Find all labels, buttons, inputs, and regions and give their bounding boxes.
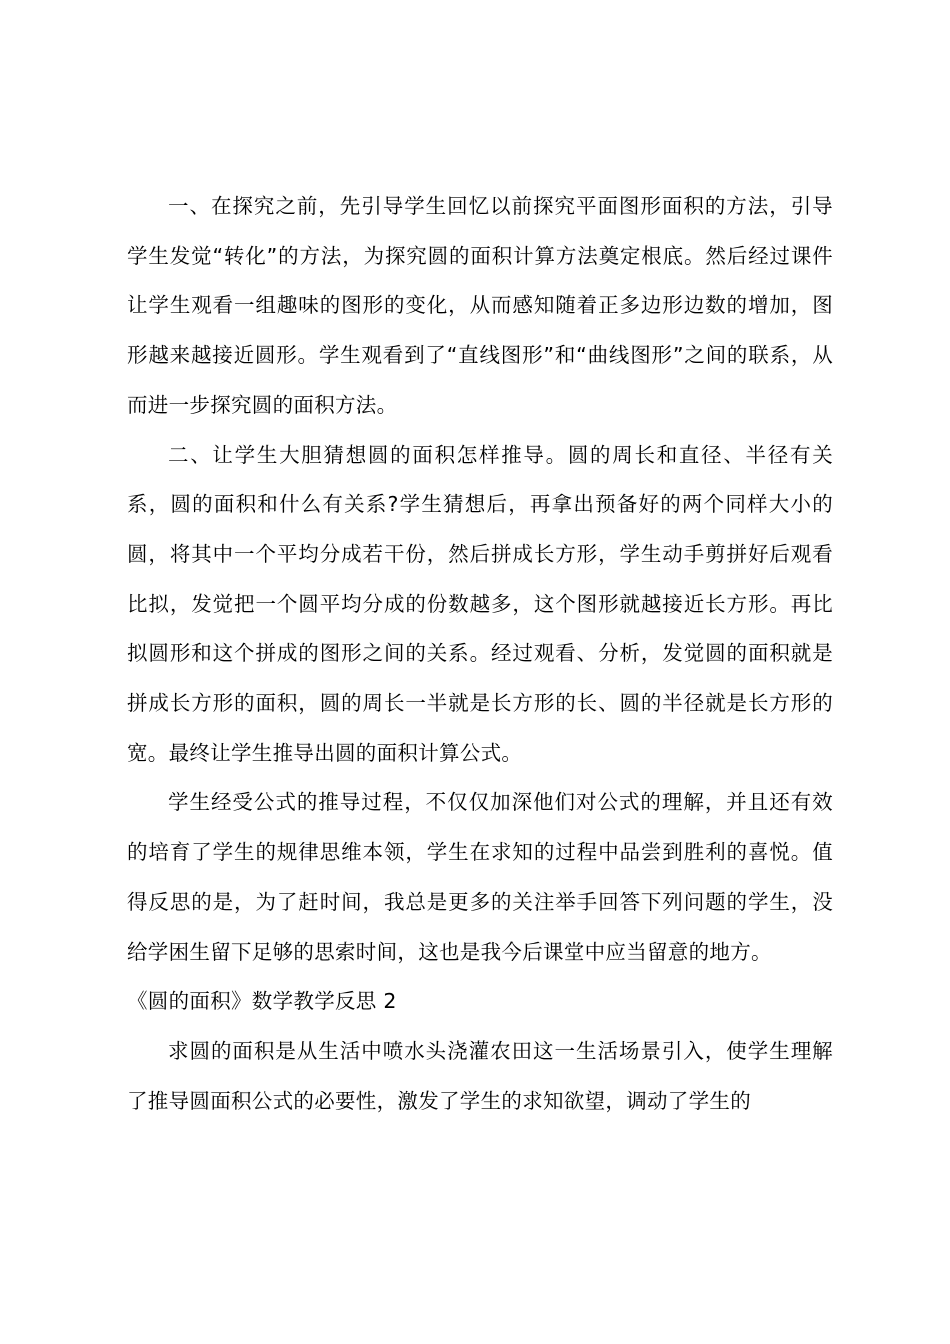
section-title: 《圆的面积》数学教学反思 2 — [127, 989, 397, 1014]
paragraph-exploration-intro: 一、在探究之前，先引导学生回忆以前探究平面图形面积的方法，引导学生发觉“转化”的方法，为探究圆的面积计算方法奠定根底。然后经过课件让学生观看一组趣味的图形的变化，从而感知随着正多边形边数的增加，图形越来越接近圆形。学生观看到了“直线图形”和“曲线图形”之间的联系，从而进一步探究圆的面积方法。 — [127, 194, 833, 417]
paragraph-reflection: 学生经受公式的推导过程，不仅仅加深他们对公式的理解，并且还有效的培育了学生的规律思维本领，学生在求知的过程中品尝到胜利的喜悦。值得反思的是，为了赶时间，我总是更多的关注举手回答下列问题的学生，没给学困生留下足够的思索时间，这也是我今后课堂中应当留意的地方。 — [127, 790, 833, 964]
document-body — [127, 182, 833, 1126]
paragraph-second-reflection-start: 求圆的面积是从生活中喷水头浇灌农田这一生活场景引入，使学生理解了推导圆面积公式的必要性，激发了学生的求知欲望，调动了学生的 — [127, 1038, 833, 1113]
paragraph-guess-derivation: 二、让学生大胆猜想圆的面积怎样推导。圆的周长和直径、半径有关系，圆的面积和什么有关系?学生猜想后，再拿出预备好的两个同样大小的圆，将其中一个平均分成若干份，然后拼成长方形，学生动手剪拼好后观看比拟，发觉把一个圆平均分成的份数越多，这个图形就越接近长方形。再比拟圆形和这个拼成的图形之间的关系。经过观看、分析，发觉圆的面积就是拼成长方形的面积，圆的周长一半就是长方形的长、圆的半径就是长方形的宽。最终让学生推导出圆的面积计算公式。 — [127, 442, 833, 765]
